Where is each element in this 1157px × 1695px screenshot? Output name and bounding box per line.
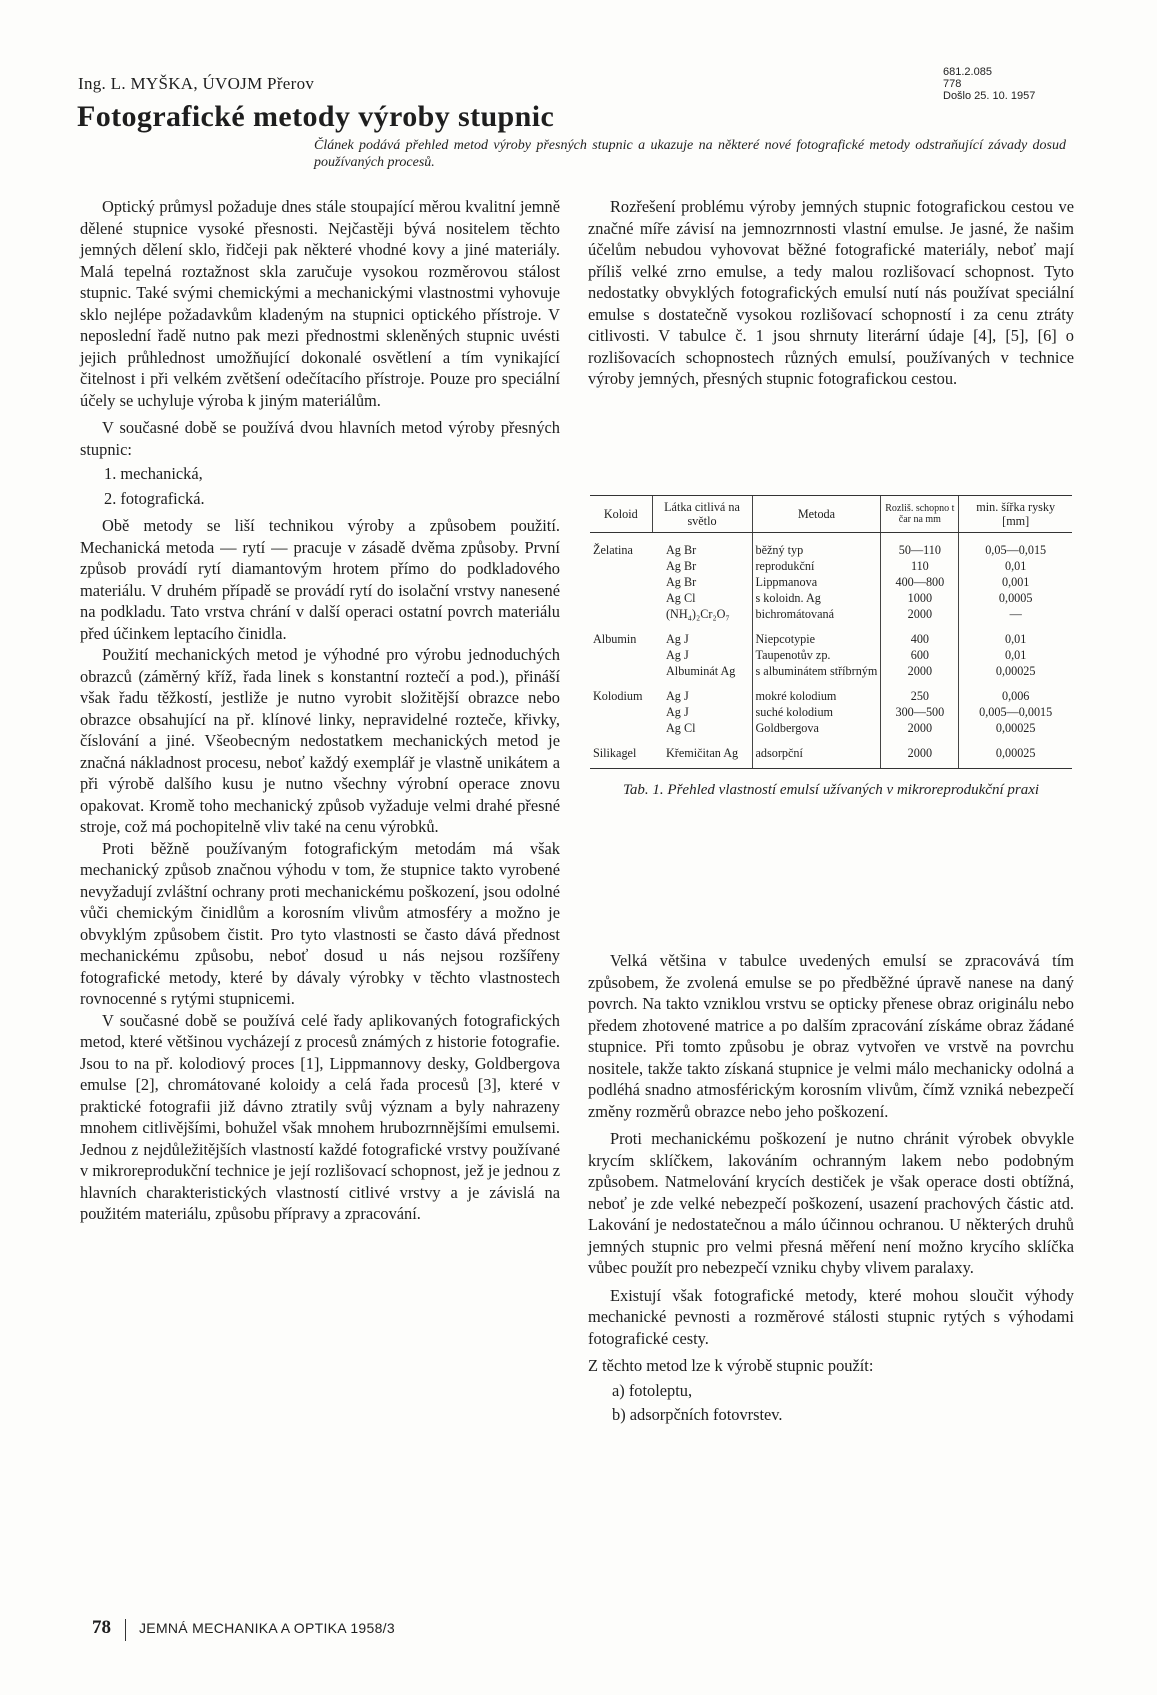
paragraph: Rozřešení problému výroby jemných stupnic fotografickou cestou ve značné míře závisí na jemnozrnnosti vlastní emulse. Je jasné, že našim účelům nebudou vyhovovat běžné fotografické materiály, neboť mají příliš velké zrno emulse, a tedy malou rozlišovací schopnost. Tyto nedostatky obvyklých fotografických emulsí nutí nás používat speciální emulse s dostatečně vysokou rozlišovací schopností i za cenu ztráty citlivosti. V tabulce č. 1 jsou shrnuty literární údaje [4], [5], [6] o rozlišovacích schopnostech různých emulsí, používaných v technice výroby jemných, přesných stupnic fotografickou cestou. xyxy=(588,197,1074,388)
width-cell: 0,01 xyxy=(959,647,1072,663)
table-row xyxy=(590,663,1072,679)
emulsion-table xyxy=(590,495,1072,769)
substance-cell: Ag Br xyxy=(666,575,697,589)
width-cell: 0,01 xyxy=(959,622,1072,647)
page-footer xyxy=(92,1617,395,1641)
substance-cell: Ag J xyxy=(666,648,689,662)
koloid-cell: Želatina xyxy=(593,543,633,557)
resolution-cell: 110 xyxy=(881,558,959,574)
table-row xyxy=(590,736,1072,769)
width-cell: 0,00025 xyxy=(959,720,1072,736)
footer-divider xyxy=(125,1619,126,1641)
width-cell: 0,05—0,015 xyxy=(959,533,1072,559)
paragraph: V současné době se používá dvou hlavních metod výroby přesných stupnic: xyxy=(80,418,560,459)
substance-cell: Ag J xyxy=(666,632,689,646)
udc-code-1: 681.2.085 xyxy=(943,66,992,78)
table-row xyxy=(590,679,1072,704)
table-row xyxy=(590,606,1072,622)
koloid-cell: Kolodium xyxy=(593,689,643,703)
substance-cell: Albuminát Ag xyxy=(666,664,736,678)
author-line: Ing. L. MYŠKA, ÚVOJM Přerov xyxy=(78,74,315,93)
paragraph: Optický průmysl požaduje dnes stále stoupající měrou kvalitní jemně dělené stupnice vysoké přesnosti. Nejčastěji bývá nositelem těchto jemných dělení sklo, řidčeji pak některé vhodné kovy a jiné materiály. Malá tepelná roztažnost skla zaručuje vysokou rozměrovou stálost stupnic. Také svými chemickými a mechanickými vlastnostmi vyhovuje sklo nejlépe požadavkům kladeným na stupnici optického přístroje. V neposlední řadě nutno pak mezi přednostmi skleněných stupnic uvésti jejich průhlednost umožňující dokonalé osvětlení a tím vynikající čitelnost i při velkém zvětšení odečítacího přístroje. Pouze pro speciální účely se uchyluje výroba k jiným materiálům. xyxy=(80,197,560,410)
col-header-latka: Látka citlivá na světlo xyxy=(652,496,752,533)
list-item: b) adsorpčních fotovrstev. xyxy=(612,1405,783,1424)
list-item: 1. mechanická, xyxy=(104,464,203,483)
table-row xyxy=(590,720,1072,736)
width-cell: 0,001 xyxy=(959,574,1072,590)
method-cell: Goldbergova xyxy=(752,720,881,736)
right-column-top xyxy=(588,196,1074,390)
method-cell: suché kolodium xyxy=(752,704,881,720)
width-cell: 0,01 xyxy=(959,558,1072,574)
resolution-cell: 400—800 xyxy=(881,574,959,590)
col-header-metoda: Metoda xyxy=(752,496,881,533)
resolution-cell: 2000 xyxy=(881,736,959,769)
paragraph: Velká většina v tabulce uvedených emulsí se zpracovává tím způsobem, že zvolená emulse se po předběžné úpravě nanese na daný povrch. Na takto vzniklou vrstvu se opticky přenese obraz originálu nebo předem zhotovené matrice a po dalším zpracování získáme obraz žádané stupnice. Při tomto způsobu je obraz vytvořen ve vrstvě na povrchu nositele, takže takto získaná stupnice je velmi málo mechanicky odolná a podléhá snadno atmosférickým korosním vlivům, čímž vzniká nebezpečí změny rozměrů obrazce nebo jeho poškození. xyxy=(588,951,1074,1121)
substance-cell: Ag Cl xyxy=(666,591,696,605)
resolution-cell: 2000 xyxy=(881,663,959,679)
col-header-sirka: min. šířka rysky [mm] xyxy=(959,496,1072,533)
resolution-cell: 2000 xyxy=(881,720,959,736)
width-cell: 0,0005 xyxy=(959,590,1072,606)
paragraph: Použití mechanických metod je výhodné pro výrobu jednoduchých obrazců (záměrný kříž, řada linek s konstantní roztečí a pod.), přináší však řadu těžkostí, jestliže je nutno vyrobit složitější obrazce nebo obrazce obsahující na př. klínové linky, nepravidelné rozteče, křivky, číslování a jiné. Všeobecným nedostatkem mechanických metod je značná nákladnost procesu, neboť každý exemplář je vlastně unikátem a při výrobě dalšího kusu je nutno všechny výrobní operace znovu opakovat. Kromě toho mechanický způsob vyžaduje velmi drahé přesné stroje, což má pochopitelně vliv také na cenu výrobků. xyxy=(80,645,560,836)
paragraph: Proti mechanickému poškození je nutno chránit výrobek obvykle krycím sklíčkem, lakováním ochranným lakem nebo podobným způsobem. Natmelování krycích destiček je však operace dosti obtížná, neboť je zde velké nebezpečí poškození, usazení prachových částic atd. Lakování je nedostatečnou a málo účinnou ochranou. U některých druhů jemných stupnic pro velmi přesná měření není možno krycího sklíčka vůbec použít pro nebezpečí vzniku chyby vlivem paralaxy. xyxy=(588,1129,1074,1277)
right-column-bottom xyxy=(588,950,1074,1426)
substance-cell: Ag Cl xyxy=(666,721,696,735)
width-cell: 0,00025 xyxy=(959,663,1072,679)
col-header-rozlis: Rozliš. schopno t čar na mm xyxy=(881,496,959,533)
method-cell: mokré kolodium xyxy=(752,679,881,704)
method-cell: reprodukční xyxy=(752,558,881,574)
method-cell: Lippmanova xyxy=(752,574,881,590)
width-cell: 0,006 xyxy=(959,679,1072,704)
table-row xyxy=(590,647,1072,663)
list-item: 2. fotografická. xyxy=(104,488,205,508)
method-cell: s koloidn. Ag xyxy=(752,590,881,606)
paragraph: Proti běžně používaným fotografickým metodám má však mechanický způsob značnou výhodu v tom, že stupnice takto vyrobené nevyžadují zvláštní ochrany proti mechanickému poškození, jsou odolné vůči chemickým činidlům a korosním vlivům atmosféry a možno je obvyklým způsobem čistit. Pro tyto vlastnosti se často dává přednost mechanickému způsobu, neboť dosud u nás nejsou rozšířeny fotografické metody, které by dávaly výrobky v těchto vlastnostech rovnocenné s rytými stupnicemi. xyxy=(80,838,560,1008)
table-row xyxy=(590,622,1072,647)
resolution-cell: 250 xyxy=(881,679,959,704)
journal-title: JEMNÁ MECHANIKA A OPTIKA 1958/3 xyxy=(139,1620,395,1636)
abstract: Článek podává přehled metod výroby přesných stupnic a ukazuje na některé nové fotografické metody odstraňující závady dosud používaných procesů. xyxy=(314,138,1066,170)
list-item: a) fotoleptu, xyxy=(612,1380,693,1400)
method-cell: bichromátovaná xyxy=(752,606,881,622)
table-row xyxy=(590,574,1072,590)
resolution-cell: 1000 xyxy=(881,590,959,606)
width-cell: 0,005—0,0015 xyxy=(959,704,1072,720)
emulsion-table-block xyxy=(590,495,1072,799)
substance-cell: Křemičitan Ag xyxy=(652,736,752,769)
table-row xyxy=(590,590,1072,606)
method-cell: běžný typ xyxy=(752,533,881,559)
substance-cell: Ag Br xyxy=(666,559,697,573)
method-cell: Niepcotypie xyxy=(752,622,881,647)
koloid-cell: Silikagel xyxy=(590,736,652,769)
substance-cell: Ag Br xyxy=(666,543,697,557)
substance-cell: Ag J xyxy=(666,705,689,719)
resolution-cell: 2000 xyxy=(881,606,959,622)
resolution-cell: 400 xyxy=(881,622,959,647)
udc-code-2: 778 xyxy=(943,78,962,90)
paragraph: Obě metody se liší technikou výroby a způsobem použití. Mechanická metoda — rytí — pracuje v zásadě dvěma způsoby. První způsob provádí rytí diamantovým hrotem přímo do podkladového materiálu. V druhém případě se provádí rytí do isolační vrstvy nanesené na podkladu. Tato vrstva chrání v další operaci ostatní povrch materiálu před účinkem leptacího činidla. xyxy=(80,516,560,643)
paragraph: Existují však fotografické metody, které mohou sloučit výhody mechanické pevnosti a rozměrové stálosti stupnic rytých s výhodami fotografické cesty. xyxy=(588,1285,1074,1348)
koloid-cell: Albumin xyxy=(593,632,637,646)
paragraph: Z těchto metod lze k výrobě stupnic použít: xyxy=(588,1356,874,1375)
width-cell: 0,00025 xyxy=(959,736,1072,769)
resolution-cell: 50—110 xyxy=(881,533,959,559)
substance-cell: (NH₄)₂Cr₂O₇ xyxy=(666,607,730,621)
received-date: Došlo 25. 10. 1957 xyxy=(943,90,1036,102)
method-cell: adsorpční xyxy=(752,736,881,769)
width-cell: — xyxy=(959,606,1072,622)
table-caption: Tab. 1. Přehled vlastností emulsí užívaných v mikroreprodukční praxi xyxy=(622,782,1040,798)
paragraph: V současné době se používá celé řady aplikovaných fotografických metod, které většinou vycházejí z procesů známých z historie fotografie. Jsou to na př. kolodiový proces [1], Lippmannovy desky, Goldbergova emulse [2], chromátované koloidy a celá řada procesů [3], které v praktické fotografii již dávno ztratily svůj význam a byly nahrazeny mnohem citlivějšími, bohužel však mnohem hrubozrnnějšími emulsemi. Jednou z nejdůležitějších vlastností každé fotografické vrstvy používané v mikroreprodukční technice je její rozlišovací schopnost, jež je jednou z hlavních charakteristických vlastností citlivé vrstvy a je závislá na použitém materiálu, způsobu přípravy a zpracování. xyxy=(80,1010,560,1223)
left-column xyxy=(80,196,560,1225)
resolution-cell: 600 xyxy=(881,647,959,663)
col-header-koloid: Koloid xyxy=(590,496,652,533)
table-row xyxy=(590,558,1072,574)
table-row xyxy=(590,533,1072,559)
method-cell: Taupenotův zp. xyxy=(752,647,881,663)
table-row xyxy=(590,704,1072,720)
page-number: 78 xyxy=(92,1617,111,1638)
classification-meta xyxy=(943,66,1035,102)
substance-cell: Ag J xyxy=(666,689,689,703)
method-cell: s albuminátem stříbrným xyxy=(752,663,881,679)
article-title: Fotografické metody výroby stupnic xyxy=(77,100,555,133)
resolution-cell: 300—500 xyxy=(881,704,959,720)
